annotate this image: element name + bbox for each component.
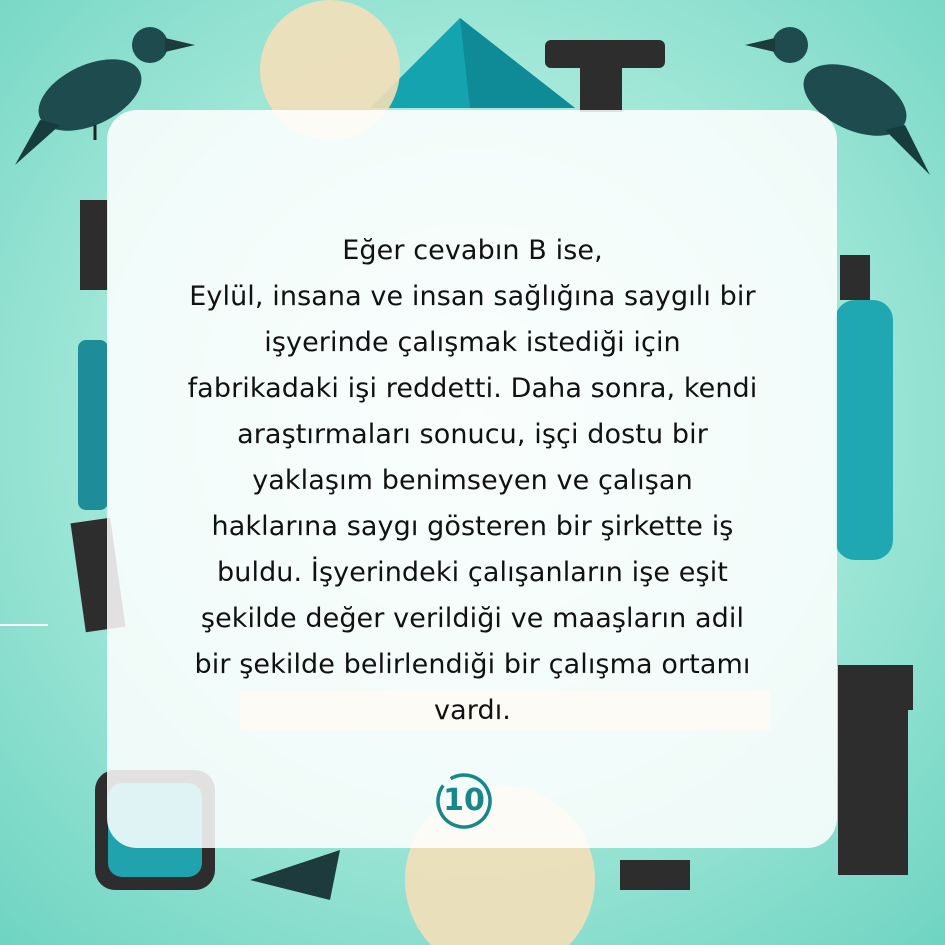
- text-line: yaklaşım benimseyen ve çalışan: [252, 465, 693, 496]
- page-number: 10: [443, 783, 485, 818]
- text-line: fabrikadaki işi reddetti. Daha sonra, kendi: [187, 373, 758, 404]
- bottle-shape: [835, 300, 893, 560]
- text-line: şekilde değer verildiği ve maaşların adil: [200, 603, 745, 634]
- text-line: haklarına saygı gösteren bir şirkette iş: [211, 511, 734, 542]
- text-line: vardı.: [434, 695, 511, 726]
- text-line: bir şekilde belirlendiği bir çalışma ortamı: [194, 649, 751, 680]
- text-line: Eğer cevabın B ise,: [342, 235, 603, 266]
- text-line: işyerinde çalışmak istediği için: [264, 327, 681, 358]
- text-line: buldu. İşyerindeki çalışanların işe eşit: [217, 557, 728, 588]
- story-text: [120, 228, 825, 734]
- text-line: araştırmaları sonucu, işçi dostu bir: [237, 419, 708, 450]
- text-line: Eylül, insana ve insan sağlığına saygılı bir: [189, 281, 756, 312]
